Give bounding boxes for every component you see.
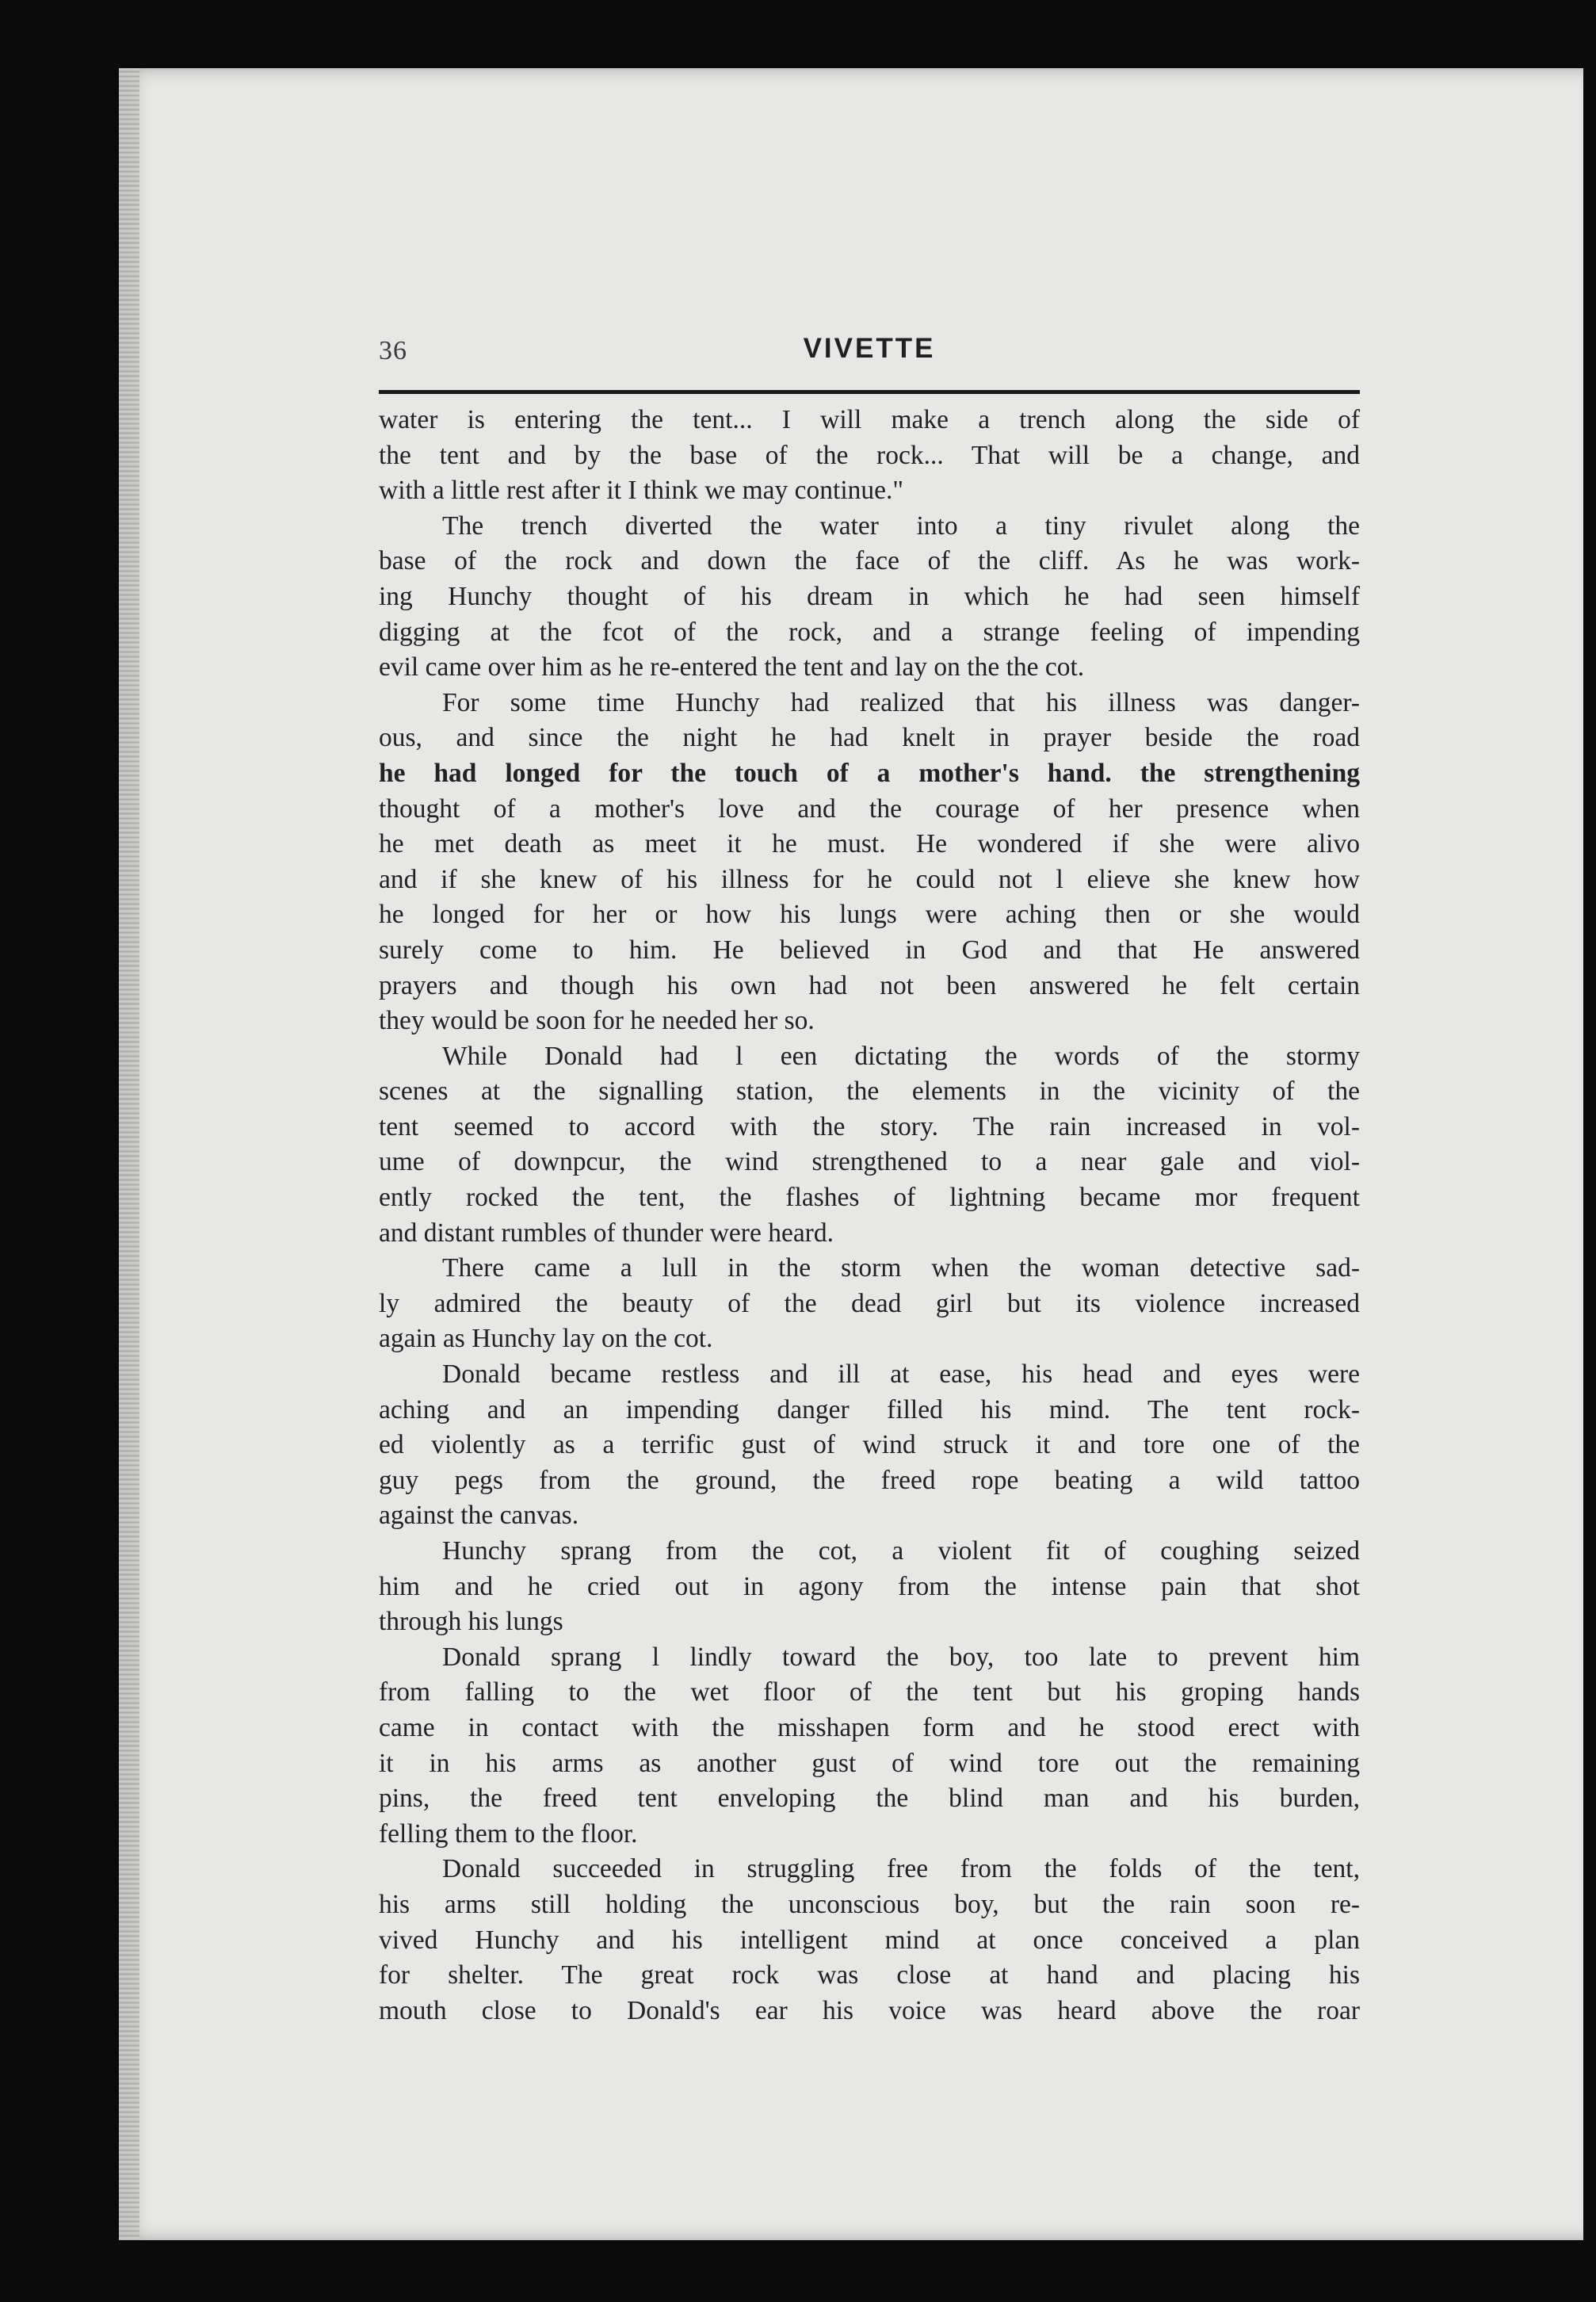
text-line: ume of downpcur, the wind strengthened to a near gale and viol- xyxy=(379,1147,1360,1177)
text-line: evil came over him as he re-entered the tent and lay on the the cot. xyxy=(379,652,1085,683)
text-line: scenes at the signalling station, the elements in the vicinity of the xyxy=(379,1076,1360,1107)
text-line: the tent and by the base of the rock... That will be a change, and xyxy=(379,440,1360,470)
text-line: The trench diverted the water into a tiny rivulet along the xyxy=(442,510,1360,541)
text-line: ing Hunchy thought of his dream in which he had seen himself xyxy=(379,581,1360,611)
text-line: through his lungs xyxy=(379,1607,563,1637)
page-number: 36 xyxy=(379,336,407,365)
text-line: against the canvas. xyxy=(379,1501,579,1531)
text-line: his arms still holding the unconscious boy, but the rain soon re- xyxy=(379,1889,1360,1919)
text-line: ly admired the beauty of the dead girl but its violence increased xyxy=(379,1288,1360,1318)
text-line: water is entering the tent... I will make a trench along the side of xyxy=(379,405,1360,434)
text-line: he met death as meet it he must. He wondered if she were alivo xyxy=(379,829,1360,859)
text-line: came in contact with the misshapen form and he stood erect with xyxy=(379,1712,1360,1742)
text-line: surely come to him. He believed in God and that He answered xyxy=(379,935,1360,965)
text-line: with a little rest after it I think we may continue." xyxy=(379,476,904,506)
text-line: guy pegs from the ground, the freed rope beating a wild tattoo xyxy=(379,1465,1360,1495)
text-line: and if she knew of his illness for he could not l elieve she knew how xyxy=(379,864,1360,894)
body-text xyxy=(379,403,1360,2029)
text-line: base of the rock and down the face of the cliff. As he was work- xyxy=(379,546,1360,576)
text-line: ous, and since the night he had knelt in prayer beside the road xyxy=(379,723,1360,753)
text-line: felling them to the floor. xyxy=(379,1818,638,1849)
text-line: digging at the fcot of the rock, and a strange feeling of impending xyxy=(379,617,1360,647)
running-head-title: VIVETTE xyxy=(803,333,936,364)
text-line: aching and an impending danger filled his mind. The tent rock- xyxy=(379,1394,1360,1424)
text-line: from falling to the wet floor of the tent but his groping hands xyxy=(379,1677,1360,1707)
text-line: prayers and though his own had not been answered he felt certain xyxy=(379,970,1360,1000)
text-line: thought of a mother's love and the courage of her presence when xyxy=(379,793,1360,824)
text-line: vived Hunchy and his intelligent mind at once conceived a plan xyxy=(379,1925,1360,1955)
page-binding-edge xyxy=(119,68,139,2240)
text-line: he had longed for the touch of a mother's hand. the strengthening xyxy=(379,758,1360,788)
text-line: ently rocked the tent, the flashes of lightning became mor frequent xyxy=(379,1183,1360,1213)
text-line: again as Hunchy lay on the cot. xyxy=(379,1324,713,1354)
text-line: Donald sprang l lindly toward the boy, too late to prevent him xyxy=(442,1642,1360,1672)
text-line: him and he cried out in agony from the intense pain that shot xyxy=(379,1571,1360,1601)
text-line: it in his arms as another gust of wind tore out the remaining xyxy=(379,1748,1360,1778)
text-line: they would be soon for he needed her so. xyxy=(379,1006,815,1036)
text-line: pins, the freed tent enveloping the blind man and his burden, xyxy=(379,1784,1360,1814)
text-line: he longed for her or how his lungs were aching then or she would xyxy=(379,900,1360,930)
text-line: ed violently as a terrific gust of wind struck it and tore one of the xyxy=(379,1430,1360,1460)
text-line: Donald became restless and ill at ease, his head and eyes were xyxy=(442,1359,1360,1390)
text-line: tent seemed to accord with the story. The rain increased in vol- xyxy=(379,1111,1360,1141)
text-line: for shelter. The great rock was close at hand and placing his xyxy=(379,1960,1360,1990)
text-line: mouth close to Donald's ear his voice was heard above the roar xyxy=(379,1995,1360,2025)
text-line: For some time Hunchy had realized that his illness was danger- xyxy=(442,687,1360,717)
text-line: There came a lull in the storm when the woman detective sad- xyxy=(442,1253,1360,1283)
text-line: Donald succeeded in struggling free from the folds of the tent, xyxy=(442,1854,1360,1884)
text-line: and distant rumbles of thunder were heard. xyxy=(379,1218,834,1248)
page-header xyxy=(379,325,1360,394)
text-line: Hunchy sprang from the cot, a violent fit of coughing seized xyxy=(442,1536,1360,1566)
text-line: While Donald had l een dictating the words of the stormy xyxy=(442,1041,1360,1071)
